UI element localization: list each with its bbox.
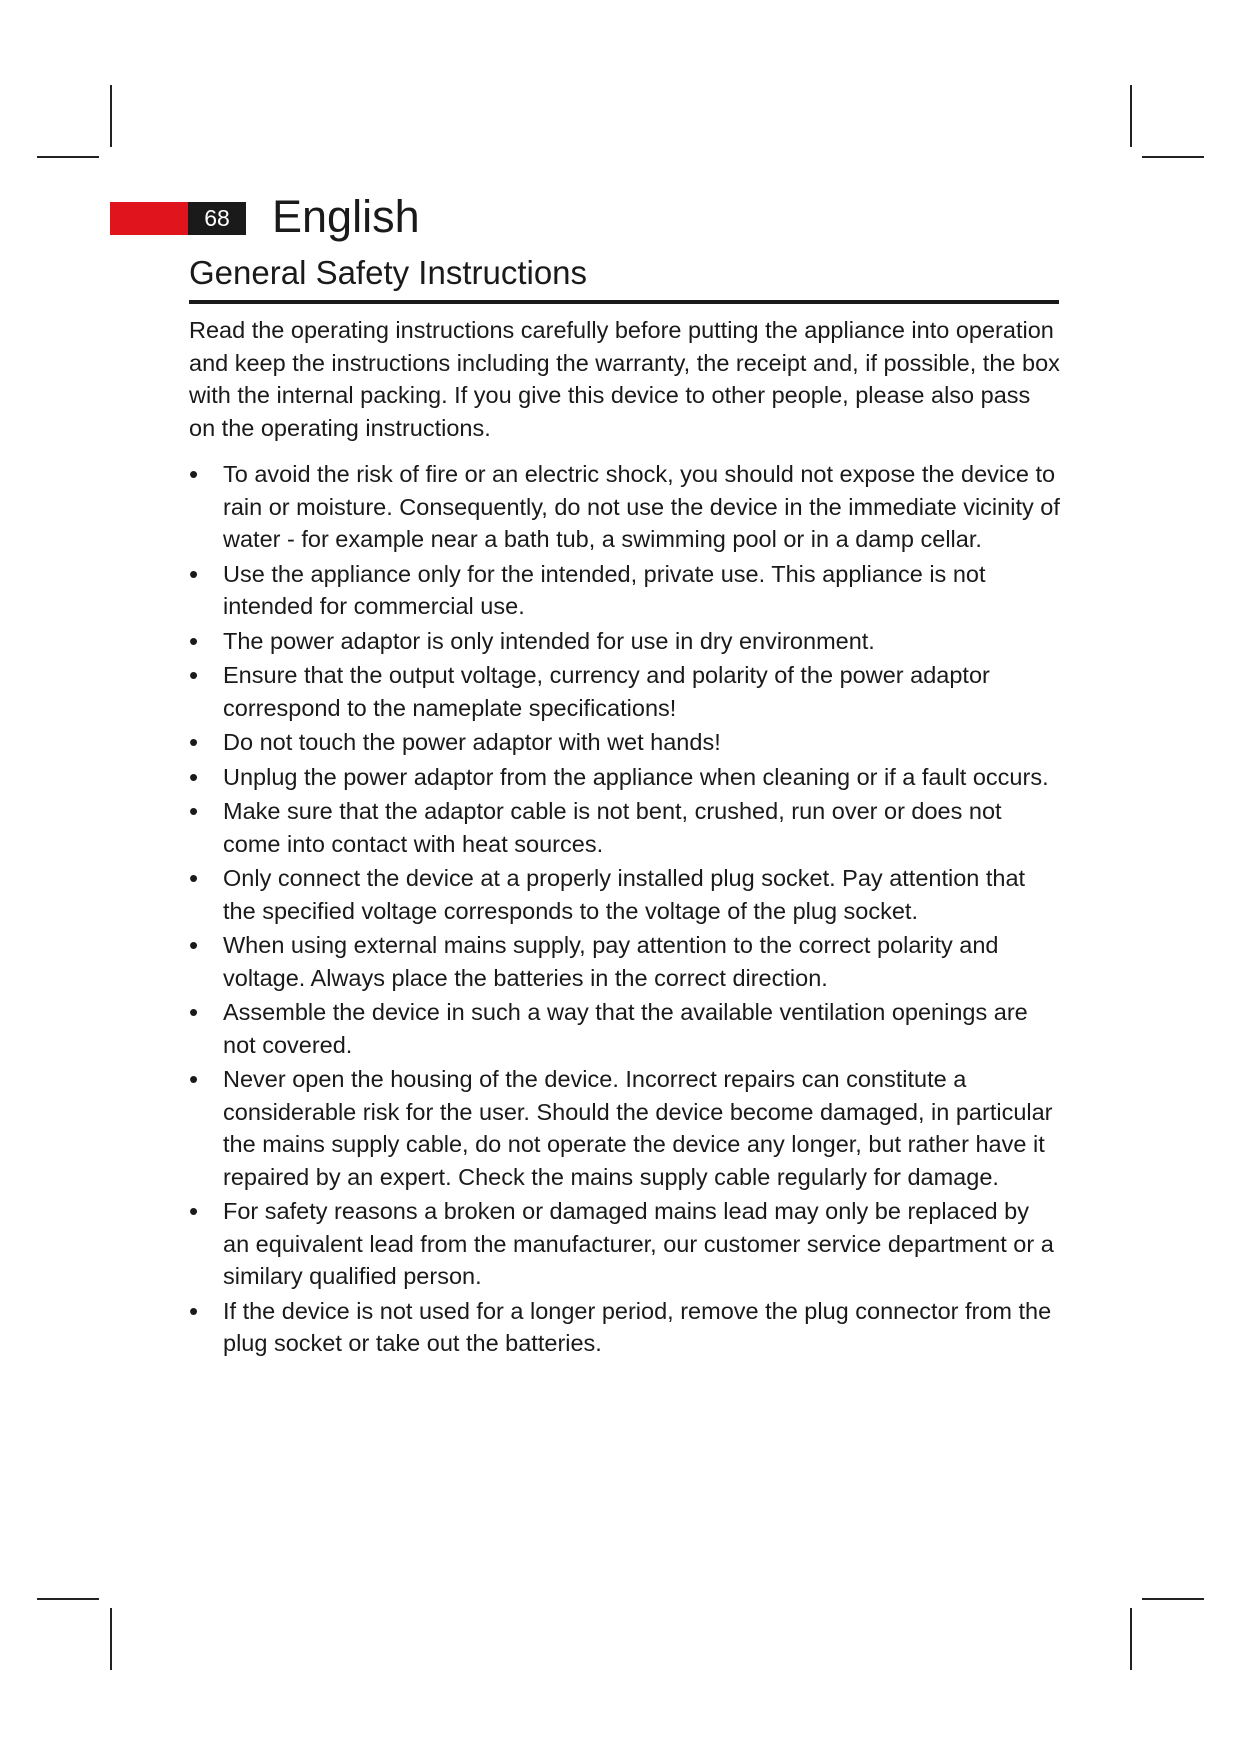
list-item: • Assemble the device in such a way that the available ventilation openings are not covered. — [189, 996, 1061, 1061]
crop-mark-top-left-vertical — [110, 85, 112, 147]
language-heading: English — [272, 191, 420, 242]
crop-mark-top-right-horizontal — [1142, 156, 1204, 158]
list-item: • Make sure that the adaptor cable is not bent, crushed, run over or does not come into contact with heat sources. — [189, 795, 1061, 860]
list-item: • When using external mains supply, pay attention to the correct polarity and voltage. Always place the batteries in the correct direction. — [189, 929, 1061, 994]
crop-mark-bottom-left-vertical — [110, 1608, 112, 1670]
list-item: • To avoid the risk of fire or an electric shock, you should not expose the device to rain or moisture. Consequently, do not use the device in the immediate vicinity of water - for example near a bath tub, a swimming pool or in a damp cellar. — [189, 458, 1061, 556]
list-item: • Ensure that the output voltage, currency and polarity of the power adaptor correspond to the nameplate specifications! — [189, 659, 1061, 724]
intro-paragraph: Read the operating instructions carefully before putting the appliance into operation and keep the instructions including the warranty, the receipt and, if possible, the box with the internal packing. If you give this device to other people, please also pass on the operating instructions. — [189, 317, 1060, 441]
content — [189, 314, 1061, 1362]
section-title: General Safety Instructions — [189, 250, 1059, 304]
list-item: • For safety reasons a broken or damaged mains lead may only be replaced by an equivalent lead from the manufacturer, our customer service department or a similary qualified person. — [189, 1195, 1061, 1293]
safety-list — [189, 458, 1061, 1360]
list-item: • Never open the housing of the device. Incorrect repairs can constitute a considerable risk for the user. Should the device become damaged, in particular the mains supply cable, do not operate the device any longer, but rather have it repaired by an expert. Check the mains supply cable regularly for damage. — [189, 1063, 1061, 1193]
crop-mark-bottom-right-horizontal — [1142, 1598, 1204, 1600]
list-item: • Use the appliance only for the intended, private use. This appliance is not intended for commercial use. — [189, 558, 1061, 623]
list-item: • Unplug the power adaptor from the appliance when cleaning or if a fault occurs. — [189, 761, 1061, 794]
list-item: • Do not touch the power adaptor with wet hands! — [189, 726, 1061, 759]
crop-mark-top-right-vertical — [1130, 85, 1132, 147]
header-accent-bar — [110, 202, 188, 235]
list-item: • If the device is not used for a longer period, remove the plug connector from the plug socket or take out the batteries. — [189, 1295, 1061, 1360]
list-item: • The power adaptor is only intended for use in dry environment. — [189, 625, 1061, 658]
crop-mark-bottom-right-vertical — [1130, 1608, 1132, 1670]
crop-mark-top-left-horizontal — [37, 156, 99, 158]
list-item: • Only connect the device at a properly installed plug socket. Pay attention that the specified voltage corresponds to the voltage of the plug socket. — [189, 862, 1061, 927]
page-number: 68 — [188, 202, 246, 235]
crop-mark-bottom-left-horizontal — [37, 1598, 99, 1600]
